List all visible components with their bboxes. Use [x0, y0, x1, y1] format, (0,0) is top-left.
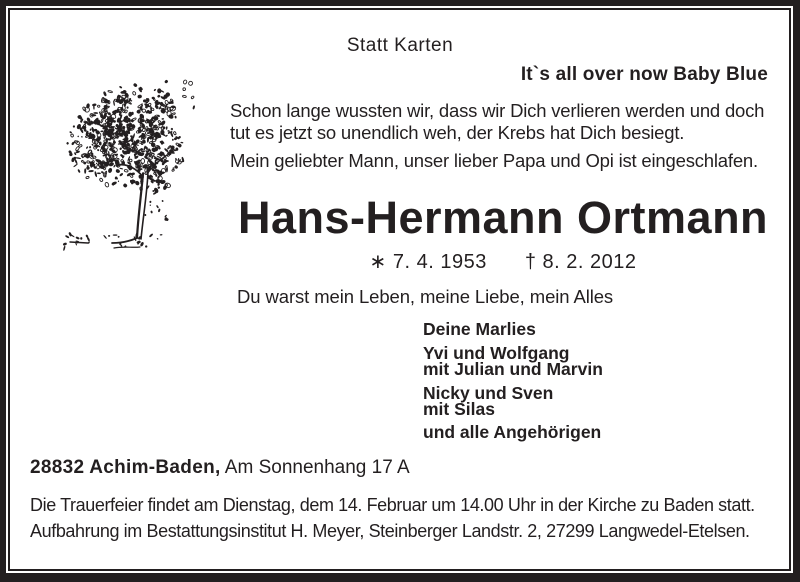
intro-paragraph — [230, 100, 764, 144]
mourner-line: Deine Marlies — [423, 319, 536, 339]
funeral-service-line: Die Trauerfeier findet am Dienstag, dem 14. Februar um 14.00 Uhr in der Kirche zu Baden statt. — [30, 495, 755, 515]
life-dates — [228, 249, 778, 274]
dedication-line: Du warst mein Leben, meine Liebe, mein Alles — [237, 286, 614, 307]
death-date: † 8. 2. 2012 — [524, 251, 637, 273]
deceased-name: Hans-Hermann Ortmann — [237, 192, 769, 243]
birth-date: ∗ 7. 4. 1953 — [369, 251, 487, 273]
motto-line: It`s all over now Baby Blue — [520, 64, 768, 85]
mourner-line: Yvi und Wolfgang — [423, 343, 570, 363]
mourner-line: Nicky und Sven — [423, 383, 554, 403]
intro-line-2: tut es jetzt so unendlich weh, der Krebs hat Dich besiegt. — [230, 122, 685, 143]
eingeschlafen-line: Mein geliebter Mann, unser lieber Papa und Opi ist eingeschlafen. — [230, 150, 758, 171]
statt-karten-label: Statt Karten — [346, 35, 454, 56]
address-line — [30, 457, 410, 479]
tree-illustration — [50, 74, 202, 256]
intro-line-1: Schon lange wussten wir, dass wir Dich verlieren werden und doch — [230, 100, 765, 121]
mourner-line: und alle Angehörigen — [423, 422, 602, 442]
mourner-line: mit Julian und Marvin — [423, 359, 603, 379]
mourner-line: mit Silas — [423, 399, 495, 419]
mourners-list — [423, 321, 603, 440]
postal-city: 28832 Achim-Baden, — [30, 457, 221, 478]
street: Am Sonnenhang 17 A — [224, 457, 410, 478]
funeral-home-line: Aufbahrung im Bestattungsinstitut H. Meyer, Steinberger Landstr. 2, 27299 Langwedel-Etelsen. — [30, 521, 750, 541]
